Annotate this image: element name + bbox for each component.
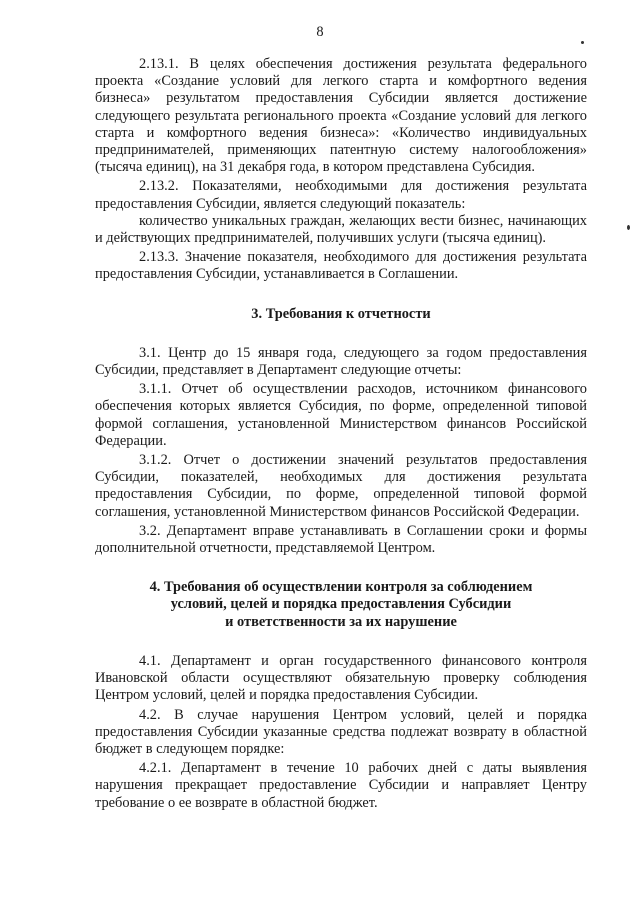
paragraph-4-1: 4.1. Департамент и орган государственного финансового контроля Ивановской области осуществляют обязательную проверку соблюдения Центром условий, целей и порядка предоставления Субсидии.: [95, 652, 587, 704]
paragraph-3-2: 3.2. Департамент вправе устанавливать в Соглашении сроки и формы дополнительной отчетности, представляемой Центром.: [95, 522, 587, 557]
paragraph-2-13-3: 2.13.3. Значение показателя, необходимого для достижения результата предоставления Субсидии, устанавливается в Соглашении.: [95, 249, 587, 283]
section-4-title-line-1: 4. Требования об осуществлении контроля за соблюдением: [149, 579, 533, 596]
paragraph-3-1-2: 3.1.2. Отчет о достижении значений результатов предоставления Субсидии, показателей, необходимых для достижения результата предоставления Субсидии, по форме, определенной типовой формой соглашения, установленной Министерством финансов Российской Федерации.: [95, 452, 587, 520]
section-4-heading: [95, 579, 587, 631]
scan-speck: [627, 225, 630, 230]
paragraph-2-13-2: 2.13.2. Показателями, необходимыми для достижения результата предоставления Субсидии, является следующий показатель:: [95, 178, 587, 212]
paragraph-4-2-1: 4.2.1. Департамент в течение 10 рабочих дней с даты выявления нарушения прекращает предоставление Субсидии и направляет Центру требование о ее возврате в областной бюджет.: [95, 760, 587, 811]
paragraph-4-2: 4.2. В случае нарушения Центром условий, целей и порядка предоставления Субсидии указанные средства подлежат возврату в областной бюджет в следующем порядке:: [95, 706, 587, 757]
paragraph-3-1: 3.1. Центр до 15 января года, следующего за годом предоставления Субсидии, представляет в Департамент следующие отчеты:: [95, 344, 587, 379]
paragraph-indicator: количество уникальных граждан, желающих вести бизнес, начинающих и действующих предпринимателей, получивших услуги (тысяча единиц).: [95, 212, 587, 247]
section-4-title-line-3: и ответственности за их нарушение: [225, 613, 457, 630]
scan-speck: [581, 41, 584, 44]
paragraph-3-1-1: 3.1.1. Отчет об осуществлении расходов, источником финансового обеспечения которых является Субсидия, по форме, определенной типовой формой соглашения, установленной Министерством финансов Российской Федерации.: [95, 381, 587, 449]
section-3-heading: [95, 306, 587, 323]
document-body: [95, 56, 587, 812]
section-3-title: 3. Требования к отчетности: [251, 305, 431, 322]
paragraph-2-13-1: 2.13.1. В целях обеспечения достижения результата федерального проекта «Создание условий для легкого старта и комфортного ведения бизнеса» результатом предоставления Субсидии является достижение следующего результата регионального проекта «Создание условий для легкого старта и комфортного ведения бизнеса»: «Количество индивидуальных предпринимателей, применяющих патентную систему налогообложения» (тысяча единиц), на 31 декабря года, в котором представлена Субсидия.: [95, 56, 587, 176]
section-4-title-line-2: условий, целей и порядка предоставления Субсидии: [170, 596, 512, 613]
page-number: 8: [316, 24, 324, 40]
